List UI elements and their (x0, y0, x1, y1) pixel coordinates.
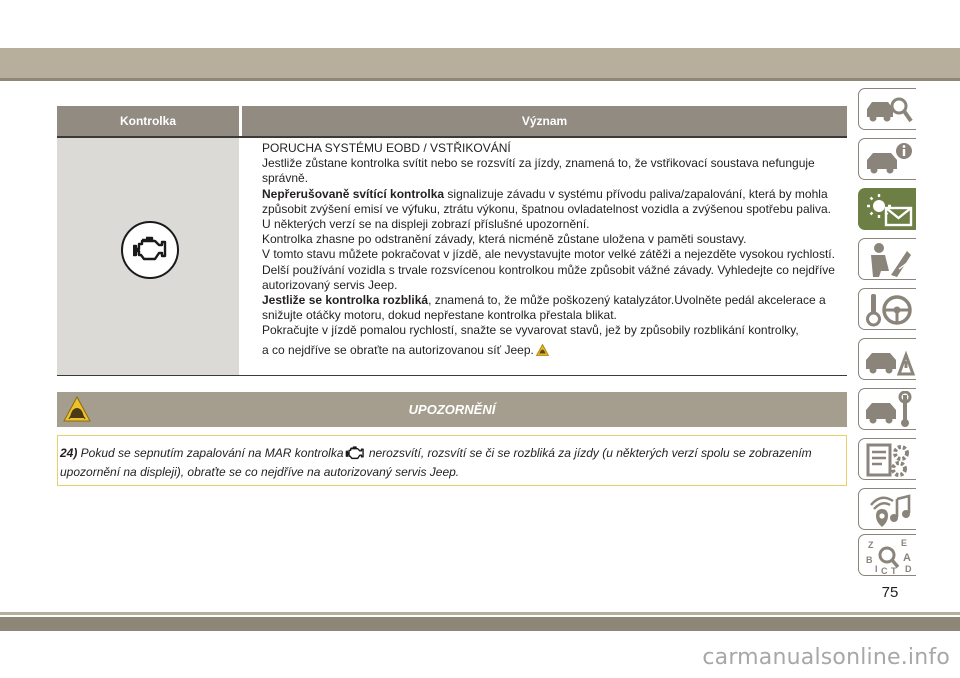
nav-tab-starting-driving[interactable] (858, 288, 916, 330)
description-paragraph (262, 293, 846, 323)
warning-light-message-icon (863, 191, 915, 229)
indicator-description (262, 141, 846, 360)
header-rule (0, 78, 960, 81)
svg-text:B: B (866, 555, 873, 565)
note-number: 24) (60, 446, 78, 460)
description-paragraph: Pokračujte v jízdě pomalou rychlostí, snažte se vyvarovat stavů, jež by způsobily rozblikání kontrolky, (262, 323, 799, 338)
car-maintenance-icon (863, 391, 915, 429)
car-search-icon (863, 91, 915, 129)
nav-tab-multimedia[interactable] (858, 488, 916, 530)
svg-text:E: E (901, 538, 908, 548)
engine-check-inline-icon (345, 446, 365, 465)
nav-tab-warning-lights[interactable] (858, 188, 916, 230)
description-text: signalizuje závadu v systému přívodu paliva/zapalování, která by mohla způsobit zvýšení emisí ve výfuku, ztrátu výkonu, špatnou ovladatelnost vozidla a zvýšenou spotřebu paliva. (262, 186, 831, 216)
svg-text:D: D (905, 564, 912, 574)
svg-text:I: I (875, 564, 878, 574)
description-paragraph (262, 343, 846, 360)
steering-key-icon (863, 291, 915, 329)
header-band (0, 48, 960, 78)
column-header-indicator: Kontrolka (119, 114, 176, 128)
nav-tab-servicing[interactable] (858, 388, 916, 430)
footer-band (0, 617, 960, 631)
table-header (57, 106, 847, 136)
index-icon (863, 537, 915, 575)
column-header-meaning: Význam (521, 114, 568, 128)
technical-data-icon (863, 441, 915, 479)
car-emergency-icon (863, 341, 915, 379)
footer-rule (0, 612, 960, 615)
description-paragraph: V tomto stavu můžete pokračovat v jízdě, ale nevystavujte motor velké zátěži a nejezděte vysokou rychlostí. Delší používání vozidla s trvale rozsvícenou kontrolkou může způsobit vážné závady. Vyhledejte co nejdříve autorizovaný servis Jeep. (262, 247, 835, 292)
nav-tab-car-info[interactable] (858, 138, 916, 180)
description-paragraph: Kontrolka zhasne po odstranění závady, která nicméně zůstane uložena v paměti soustavy. (262, 232, 747, 247)
description-paragraph (262, 187, 846, 217)
warning-header (57, 392, 847, 427)
watermark: carmanualsonline.info (702, 645, 950, 670)
engine-check-icon (121, 221, 179, 279)
nav-tab-emergency[interactable] (858, 338, 916, 380)
description-text: , znamená to, že může poškozený katalyzátor.Uvolněte pedál akcelerace a snižujte otáčky motoru, dokud nepřestane kontrolka přestala blikat. (262, 293, 826, 323)
warning-reference-icon (536, 344, 549, 360)
nav-tab-car-search[interactable] (858, 88, 916, 130)
description-text: a co nejdříve se obraťte na autorizovanou síť Jeep. (262, 342, 534, 357)
emphasis-steady-light: Nepřerušovaně svítící kontrolka (262, 186, 445, 201)
safety-seat-icon (863, 241, 915, 279)
svg-text:C: C (881, 566, 888, 575)
page-number: 75 (881, 584, 899, 601)
emphasis-blinking-light: Jestliže se kontrolka rozbliká (262, 293, 429, 308)
svg-text:Z: Z (868, 540, 874, 550)
description-paragraph: Jestliže zůstane kontrolka svítit nebo se rozsvítí za jízdy, znamená to, že vstřikovací soustava nefunguje správně. (262, 156, 815, 186)
nav-tab-technical-data[interactable] (858, 438, 916, 480)
description-paragraph: U některých verzí se na displeji zobrazí příslušné upozornění. (262, 217, 590, 232)
indicator-title: PORUCHA SYSTÉMU EOBD / VSTŘIKOVÁNÍ (262, 141, 511, 155)
svg-text:T: T (891, 566, 897, 575)
warning-text-part: Pokud se sepnutím zapalování na MAR kontrolka (77, 446, 344, 460)
table-rule-bottom (57, 375, 847, 376)
car-info-icon (863, 141, 915, 179)
svg-text:A: A (903, 552, 911, 564)
warning-title: UPOZORNĚNÍ (408, 402, 496, 417)
warning-text-part: nerozsvítí, rozsvítí se či se rozbliká za jízdy (u některých verzí spolu se zobrazením upozornění na displeji), obraťte se co nejdříve na autorizovaný servis Jeep. (60, 446, 812, 479)
nav-tab-safety[interactable] (858, 238, 916, 280)
warning-text (60, 446, 846, 480)
nav-tab-index[interactable] (858, 534, 916, 576)
multimedia-icon (863, 491, 915, 529)
